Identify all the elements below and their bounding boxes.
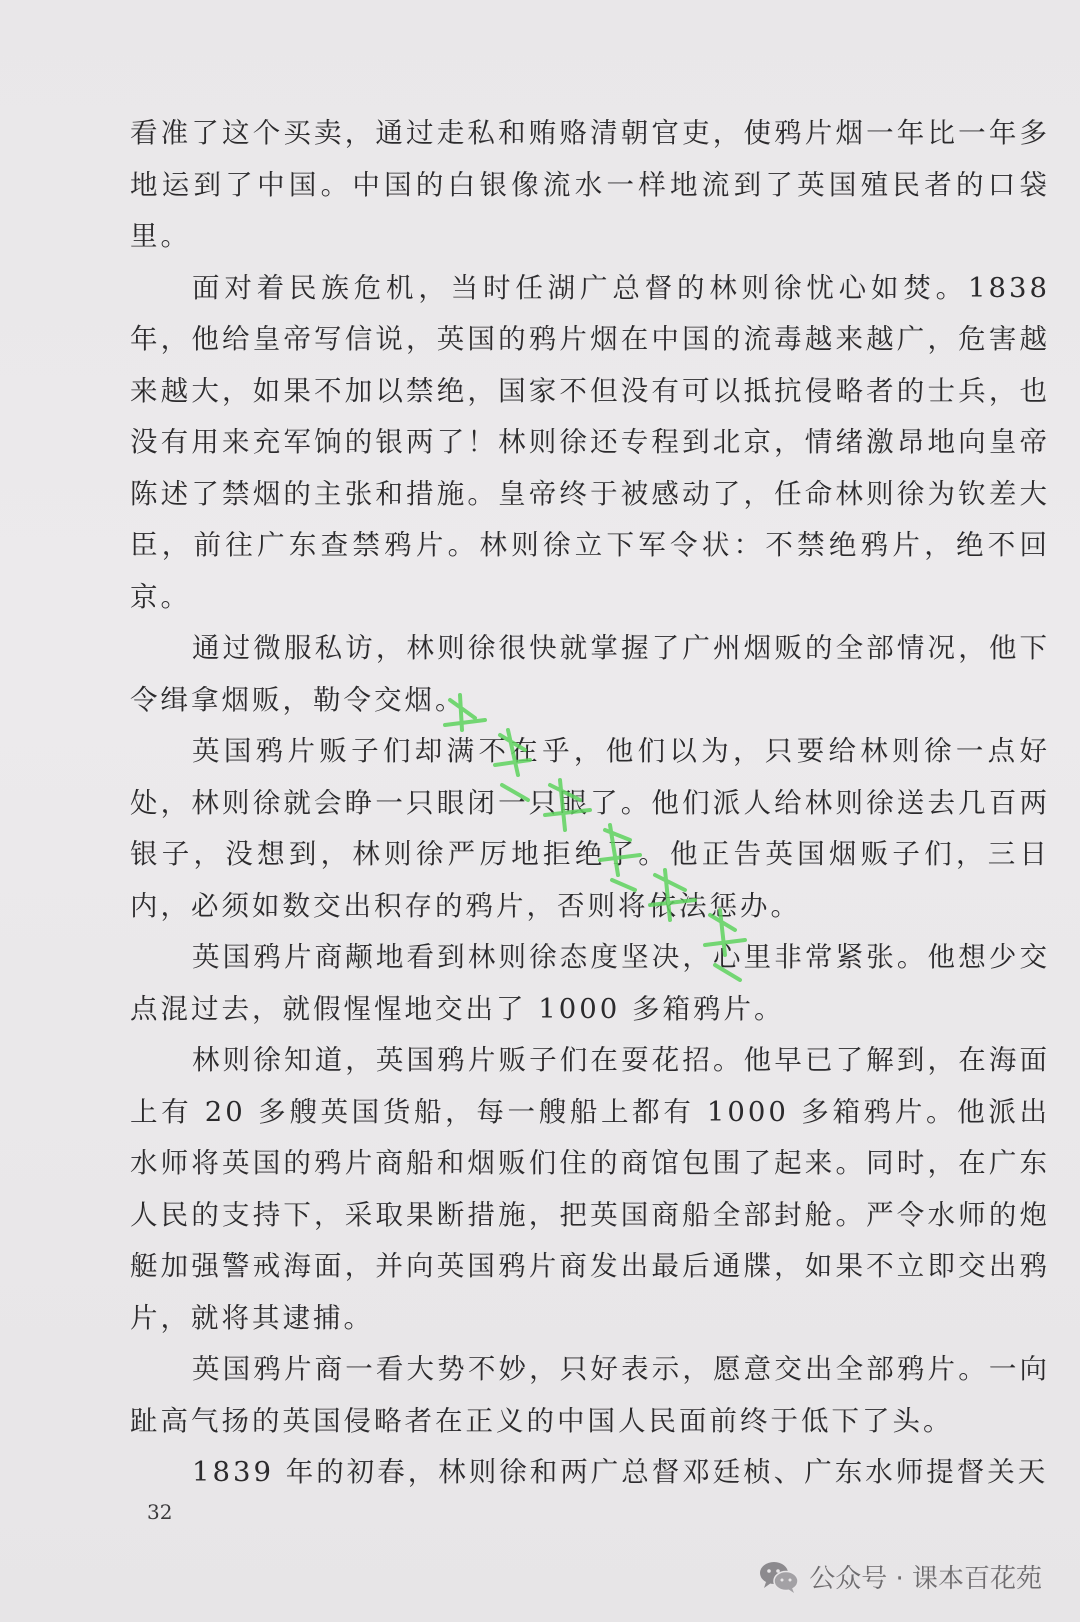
paragraph-1: 看准了这个买卖，通过走私和贿赂清朝官吏，使鸦片烟一年比一年多地运到了中国。中国的白银像流水一样地流到了英国殖民者的口袋里。 (130, 117, 1050, 252)
body-text (130, 108, 1050, 1499)
paragraph-5: 英国鸦片商颟地看到林则徐态度坚决，心里非常紧张。他想少交点混过去，就假惺惺地交出了 1000 多箱鸦片。 (130, 941, 1050, 1025)
footer-watermark (759, 1558, 1042, 1595)
paragraph-8: 1839 年的初春，林则徐和两广总督邓廷桢、广东水师提督关天 (192, 1456, 1049, 1488)
wechat-icon (759, 1560, 799, 1594)
page-number: 32 (147, 1500, 173, 1524)
footer-text: 公众号 · 课本百花苑 (809, 1564, 1042, 1594)
paragraph-6: 林则徐知道，英国鸦片贩子们在耍花招。他早已了解到，在海面上有 20 多艘英国货船，每一艘船上都有 1000 多箱鸦片。他派出水师将英国的鸦片商船和烟贩们住的商馆包围了起来。同时，在广东人民的支持下，采取果断措施，把英国商船全部封舱。严令水师的炮艇加强警戒海面，并向英国鸦片商发出最后通牒，如果不立即交出鸦片，就将其逮捕。 (130, 1044, 1050, 1334)
paragraph-4: 英国鸦片贩子们却满不在乎，他们以为，只要给林则徐一点好处，林则徐就会睁一只眼闭一只眼了。他们派人给林则徐送去几百两银子，没想到，林则徐严厉地拒绝了。他正告英国烟贩子们，三日内，必须如数交出积存的鸦片，否则将依法惩办。 (130, 735, 1050, 922)
paragraph-7: 英国鸦片商一看大势不妙，只好表示，愿意交出全部鸦片。一向趾高气扬的英国侵略者在正义的中国人民面前终于低下了头。 (130, 1353, 1050, 1437)
paragraph-2: 面对着民族危机，当时任湖广总督的林则徐忧心如焚。1838年，他给皇帝写信说，英国的鸦片烟在中国的流毒越来越广，危害越来越大，如果不加以禁绝，国家不但没有可以抵抗侵略者的士兵，也没有用来充军饷的银两了！林则徐还专程到北京，情绪激昂地向皇帝陈述了禁烟的主张和措施。皇帝终于被感动了，任命林则徐为钦差大臣，前往广东查禁鸦片。林则徐立下军令状：不禁绝鸦片，绝不回京。 (130, 271, 1050, 613)
paragraph-3: 通过微服私访，林则徐很快就掌握了广州烟贩的全部情况，他下令缉拿烟贩，勒令交烟。 (130, 632, 1050, 716)
